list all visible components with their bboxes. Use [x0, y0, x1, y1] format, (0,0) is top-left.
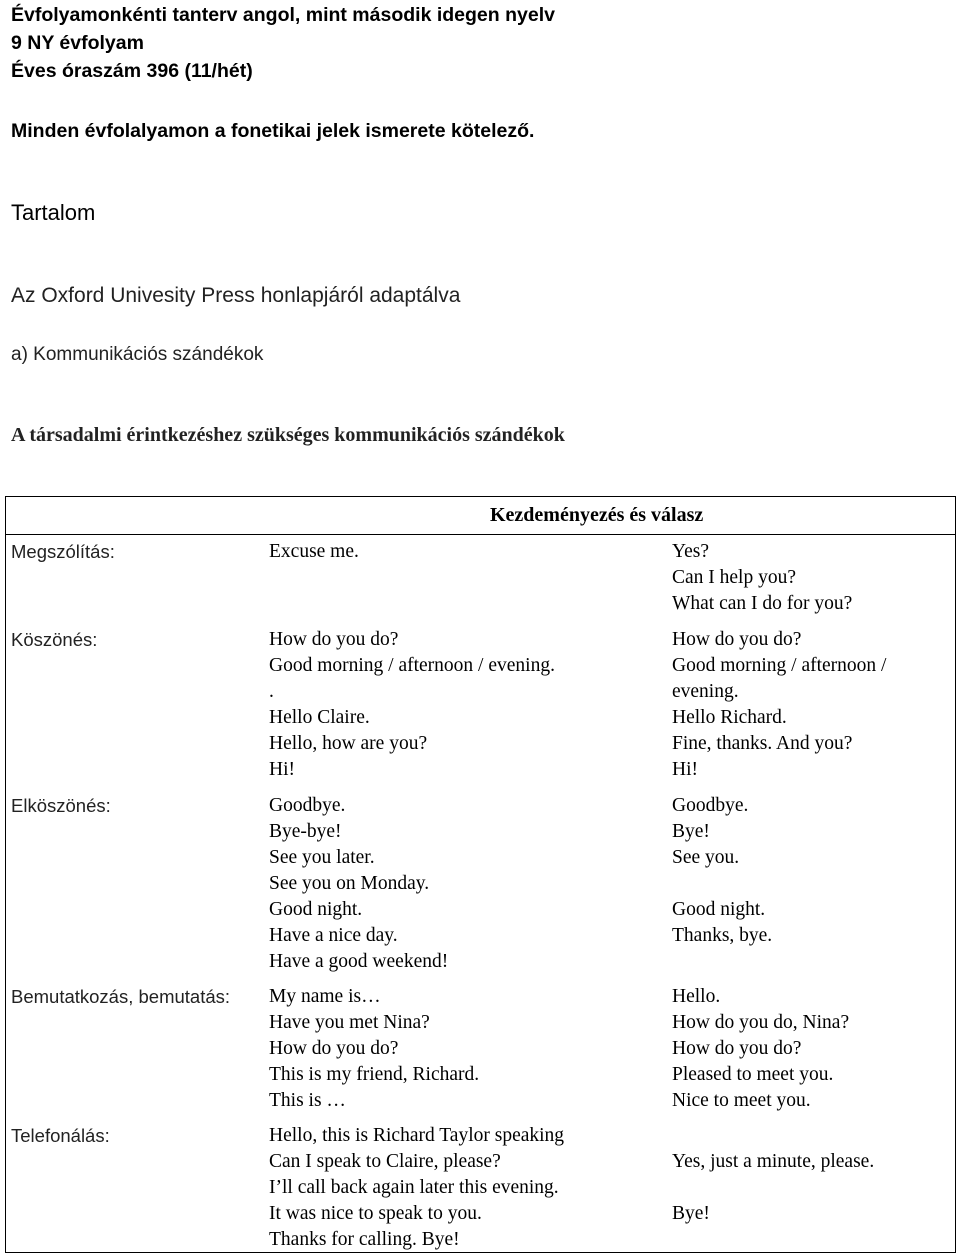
title-line-1: Évfolyamonkénti tanterv angol, mint második idegen nyelv	[11, 4, 555, 26]
initiation-line: Hello, this is Richard Taylor speaking	[269, 1125, 565, 1146]
initiation-line: Hello Claire.	[269, 707, 370, 728]
initiation-line: Excuse me.	[269, 541, 359, 562]
response-cell	[672, 1123, 874, 1227]
response-line: evening.	[672, 681, 739, 702]
initiation-cell	[269, 627, 555, 783]
initiation-cell	[269, 984, 479, 1114]
source-heading: Az Oxford Univesity Press honlapjáról adaptálva	[11, 284, 461, 307]
initiation-line: Good morning / afternoon / evening.	[269, 655, 555, 676]
response-line: Pleased to meet you.	[672, 1064, 834, 1085]
initiation-line: .	[269, 681, 274, 702]
initiation-line: Good night.	[269, 899, 363, 920]
initiation-cell	[269, 1123, 564, 1253]
initiation-cell	[269, 539, 359, 565]
initiation-line: Hi!	[269, 759, 295, 780]
response-line: Hello Richard.	[672, 707, 787, 728]
initiation-line: Bye-bye!	[269, 821, 342, 842]
initiation-line: How do you do?	[269, 1038, 399, 1059]
initiation-line: How do you do?	[269, 629, 399, 650]
response-line: Good night.	[672, 899, 766, 920]
initiation-cell	[269, 793, 448, 975]
title-line-3: Éves óraszám 396 (11/hét)	[11, 60, 253, 82]
initiation-line: Can I speak to Claire, please?	[269, 1151, 501, 1172]
initiation-line: It was nice to speak to you.	[269, 1203, 482, 1224]
response-line	[672, 871, 772, 897]
response-line: Hi!	[672, 759, 698, 780]
response-line: Yes, just a minute, please.	[672, 1151, 875, 1172]
response-line: How do you do?	[672, 629, 802, 650]
row-label: Bemutatkozás, bemutatás:	[11, 986, 231, 1007]
response-line: How do you do?	[672, 1038, 802, 1059]
phonetics-note: Minden évfolalyamon a fonetikai jelek ismerete kötelező.	[11, 120, 535, 142]
communication-table	[5, 496, 956, 1253]
response-line: See you.	[672, 847, 740, 868]
subsection-heading: A társadalmi érintkezéshez szükséges kommunikációs szándékok	[11, 424, 565, 446]
row-label: Köszönés:	[11, 629, 98, 650]
response-line: Bye!	[672, 1203, 710, 1224]
initiation-line: Goodbye.	[269, 795, 346, 816]
response-line: Goodbye.	[672, 795, 749, 816]
initiation-line: See you later.	[269, 847, 375, 868]
response-cell	[672, 539, 852, 617]
initiation-line: My name is…	[269, 986, 381, 1007]
response-line: Good morning / afternoon /	[672, 655, 887, 676]
response-line: Hello.	[672, 986, 721, 1007]
response-line: Yes?	[672, 541, 710, 562]
initiation-line: This is …	[269, 1090, 346, 1111]
initiation-line: See you on Monday.	[269, 873, 430, 894]
row-label: Telefonálás:	[11, 1125, 110, 1146]
table-header: Kezdeményezés és válasz	[490, 504, 704, 526]
initiation-line: I’ll call back again later this evening.	[269, 1177, 559, 1198]
title-line-2: 9 NY évfolyam	[11, 32, 144, 54]
initiation-line: Have you met Nina?	[269, 1012, 430, 1033]
initiation-line: Have a good weekend!	[269, 951, 449, 972]
row-label: Megszólítás:	[11, 541, 115, 562]
response-cell	[672, 627, 886, 783]
table-header-row	[6, 497, 955, 535]
response-line: Fine, thanks. And you?	[672, 733, 853, 754]
response-cell	[672, 793, 772, 949]
response-line: Bye!	[672, 821, 710, 842]
response-line: How do you do, Nina?	[672, 1012, 850, 1033]
section-a-heading: a) Kommunikációs szándékok	[11, 344, 264, 365]
response-line	[672, 1175, 874, 1201]
response-line	[672, 1123, 874, 1149]
response-line: Nice to meet you.	[672, 1090, 811, 1111]
initiation-line: Thanks for calling. Bye!	[269, 1229, 460, 1250]
row-label: Elköszönés:	[11, 795, 111, 816]
initiation-line: Have a nice day.	[269, 925, 398, 946]
response-cell	[672, 984, 849, 1114]
response-line: Can I help you?	[672, 567, 797, 588]
response-line: Thanks, bye.	[672, 925, 773, 946]
response-line: What can I do for you?	[672, 593, 853, 614]
contents-heading: Tartalom	[11, 200, 96, 225]
initiation-line: Hello, how are you?	[269, 733, 428, 754]
initiation-line: This is my friend, Richard.	[269, 1064, 480, 1085]
